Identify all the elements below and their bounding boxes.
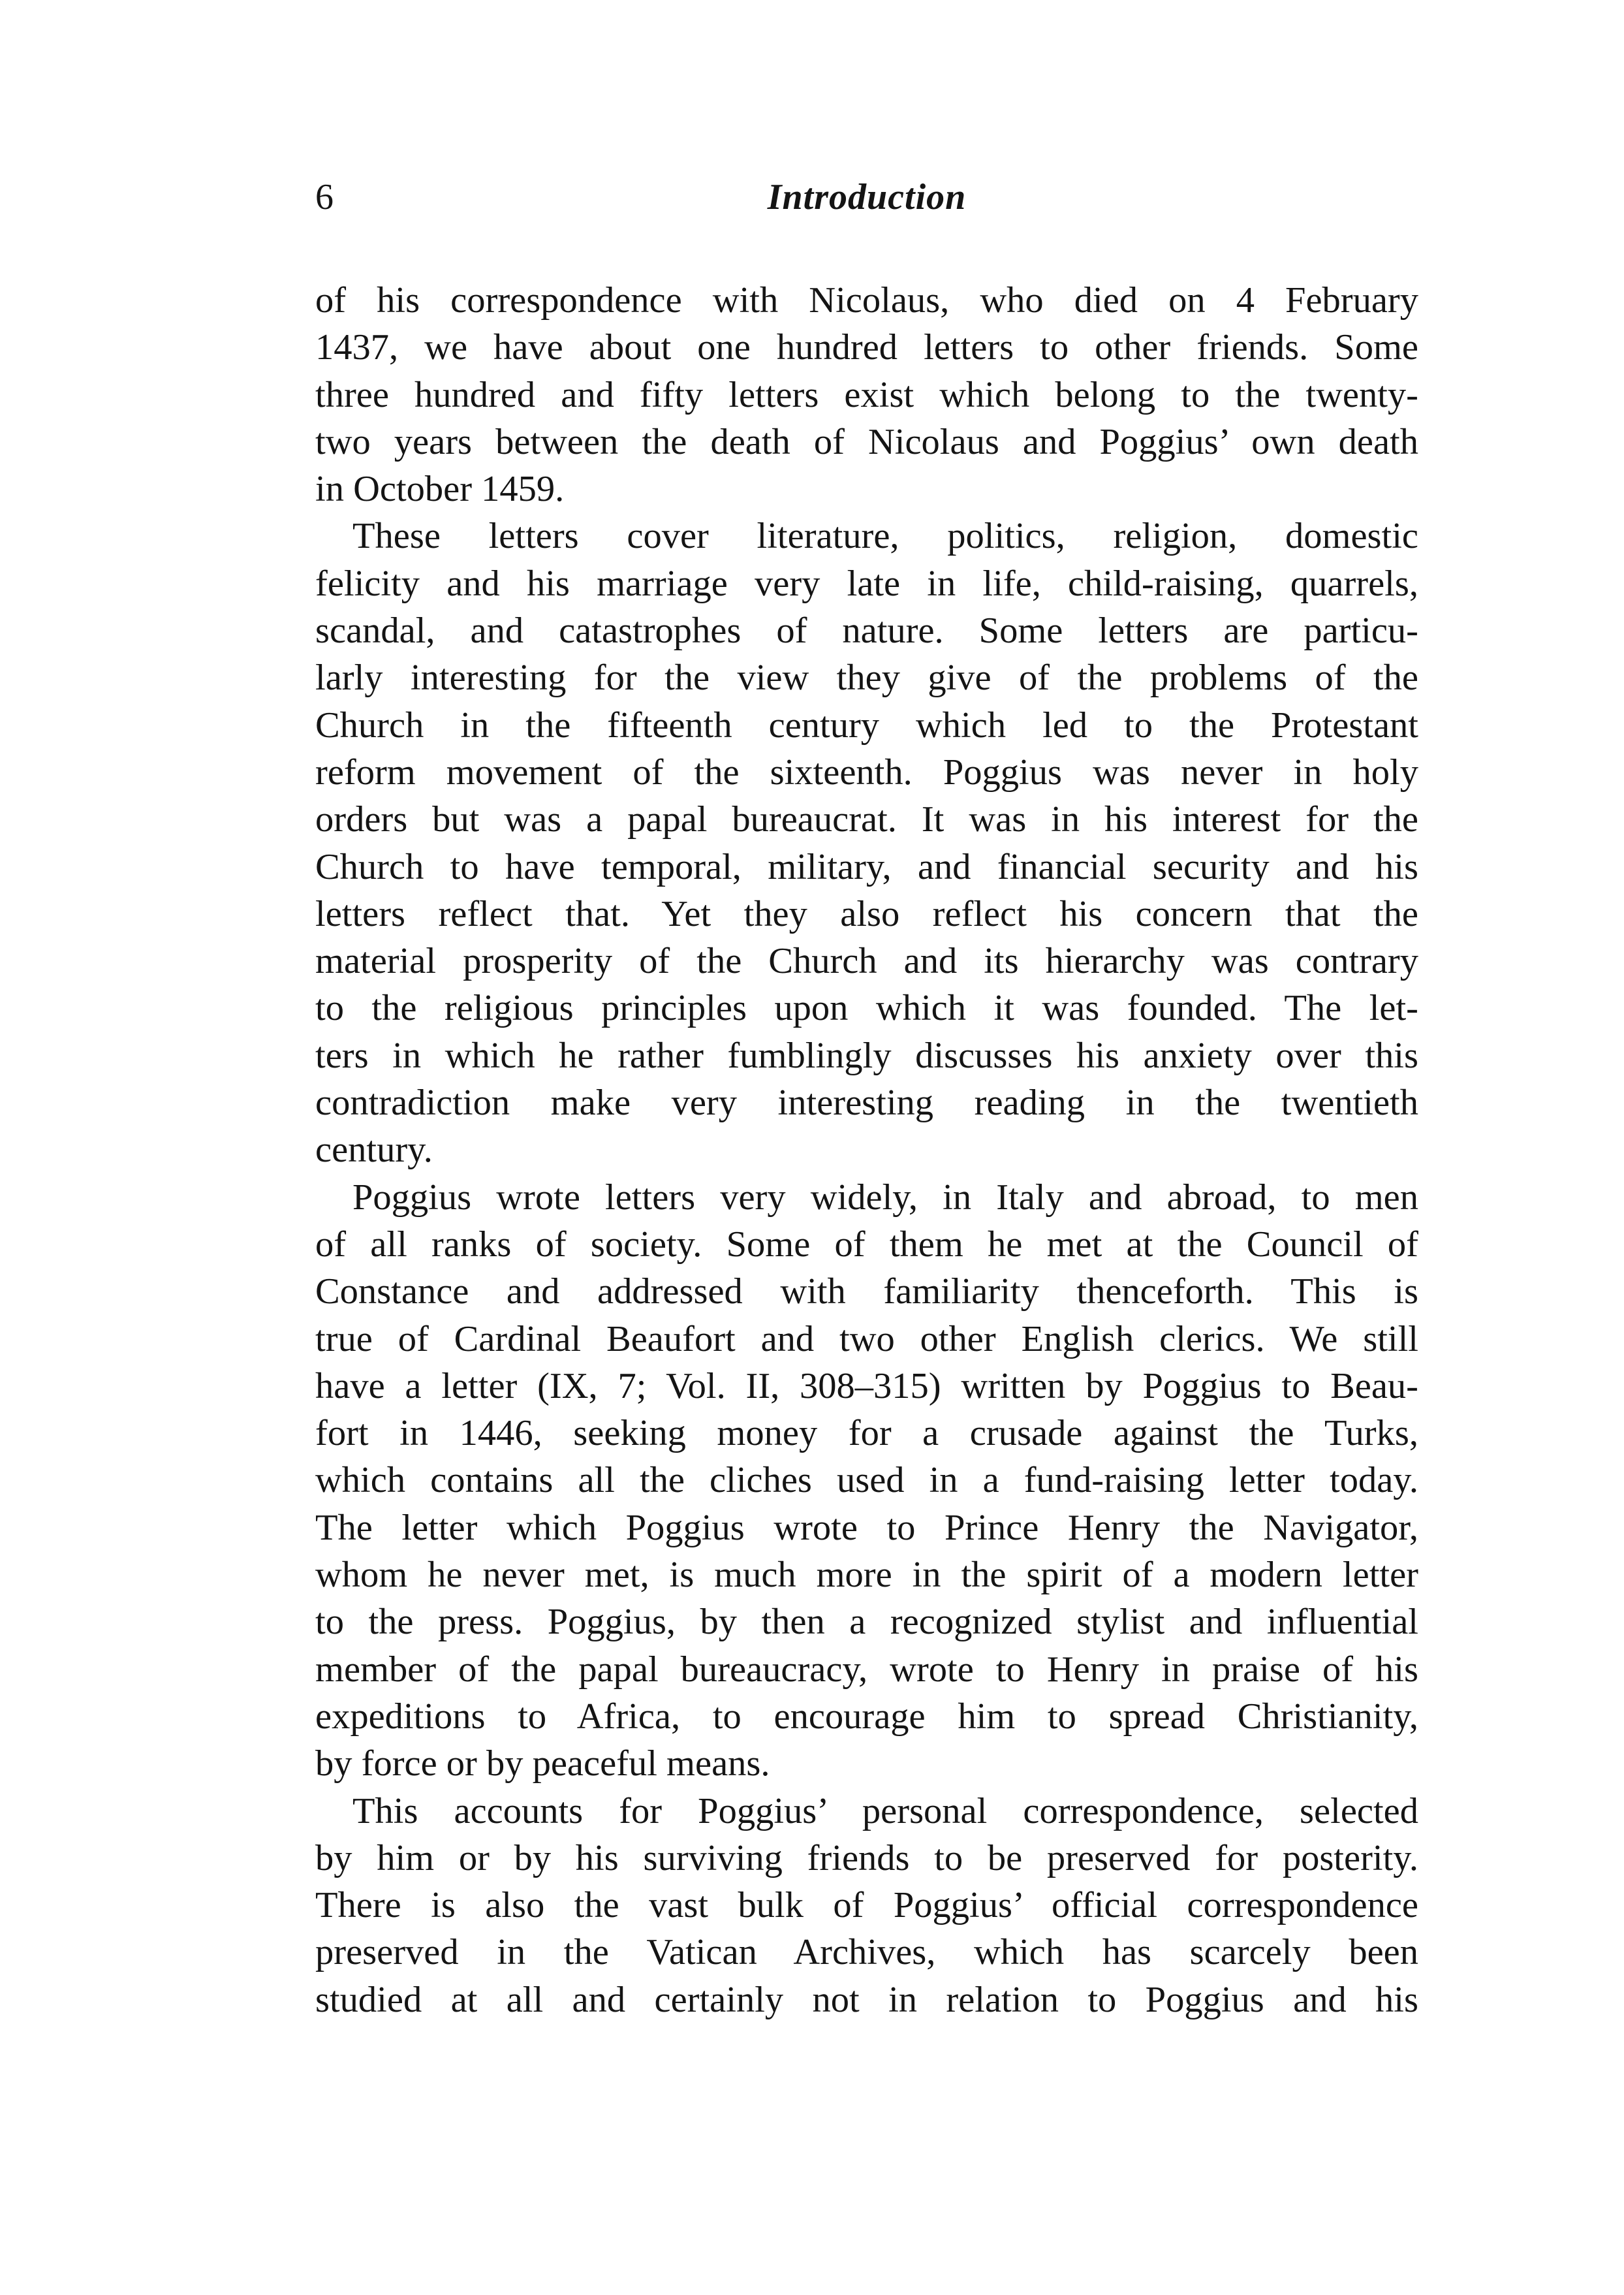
text-line: These letters cover literature, politics, religion, domestic <box>352 516 1418 557</box>
text-line: studied at all and certainly not in relation to Poggius and his <box>315 1979 1418 2020</box>
text-line: in October 1459. <box>315 469 565 510</box>
text-line: member of the papal bureaucracy, wrote to Henry in praise of his <box>315 1649 1418 1690</box>
text-line: Church to have temporal, military, and financial security and his <box>315 846 1418 887</box>
text-line: reform movement of the sixteenth. Poggius was never in holy <box>315 752 1418 793</box>
text-line: two years between the death of Nicolaus and Poggius’ own death <box>315 421 1418 462</box>
paragraph <box>315 1174 1418 1788</box>
text-line: three hundred and fifty letters exist which belong to the twenty- <box>315 374 1418 415</box>
page-number: 6 <box>315 177 334 217</box>
text-line: true of Cardinal Beaufort and two other English clerics. We still <box>315 1318 1418 1359</box>
text-line: to the press. Poggius, by then a recognized stylist and influential <box>315 1602 1418 1643</box>
text-line: have a letter (IX, 7; Vol. II, 308–315) written by Poggius to Beau- <box>315 1365 1418 1406</box>
text-line: Poggius wrote letters very widely, in Italy and abroad, to men <box>352 1177 1418 1218</box>
text-line: of his correspondence with Nicolaus, who died on 4 February <box>315 280 1418 321</box>
text-line: fort in 1446, seeking money for a crusade against the Turks, <box>315 1413 1418 1454</box>
text-line: This accounts for Poggius’ personal correspondence, selected <box>352 1790 1418 1831</box>
text-line: which contains all the cliches used in a fund-raising letter today. <box>315 1460 1418 1501</box>
paragraph <box>315 1788 1418 2023</box>
text-line: larly interesting for the view they give of the problems of the <box>315 657 1418 699</box>
body-text <box>315 277 1418 2023</box>
text-line: The letter which Poggius wrote to Prince Henry the Navigator, <box>315 1507 1418 1548</box>
text-line: Constance and addressed with familiarity thenceforth. This is <box>315 1271 1418 1312</box>
text-line: ters in which he rather fumblingly discusses his anxiety over this <box>315 1035 1418 1076</box>
text-line: to the religious principles upon which it was founded. The let- <box>315 988 1418 1029</box>
text-line: material prosperity of the Church and its hierarchy was contrary <box>315 941 1418 982</box>
running-title: Introduction <box>767 177 967 217</box>
text-line: century. <box>315 1130 433 1171</box>
text-line: by force or by peaceful means. <box>315 1743 770 1784</box>
text-line: Church in the fifteenth century which led to the Protestant <box>315 704 1418 746</box>
text-line: felicity and his marriage very late in life, child-raising, quarrels, <box>315 563 1418 604</box>
text-line: orders but was a papal bureaucrat. It was in his interest for the <box>315 799 1418 840</box>
text-line: There is also the vast bulk of Poggius’ official correspondence <box>315 1885 1418 1926</box>
paragraph <box>315 277 1418 513</box>
text-line: expeditions to Africa, to encourage him to spread Christianity, <box>315 1696 1418 1737</box>
paragraph <box>315 513 1418 1173</box>
text-line: of all ranks of society. Some of them he met at the Council of <box>315 1224 1418 1265</box>
text-line: letters reflect that. Yet they also reflect his concern that the <box>315 893 1418 934</box>
text-line: whom he never met, is much more in the spirit of a modern letter <box>315 1555 1418 1596</box>
text-line: by him or by his surviving friends to be preserved for posterity. <box>315 1837 1418 1878</box>
running-head <box>315 171 1418 223</box>
text-line: preserved in the Vatican Archives, which has scarcely been <box>315 1932 1418 1973</box>
text-line: scandal, and catastrophes of nature. Some letters are particu- <box>315 610 1418 652</box>
text-line: 1437, we have about one hundred letters to other friends. Some <box>315 327 1418 368</box>
text-line: contradiction make very interesting reading in the twentieth <box>315 1083 1418 1124</box>
